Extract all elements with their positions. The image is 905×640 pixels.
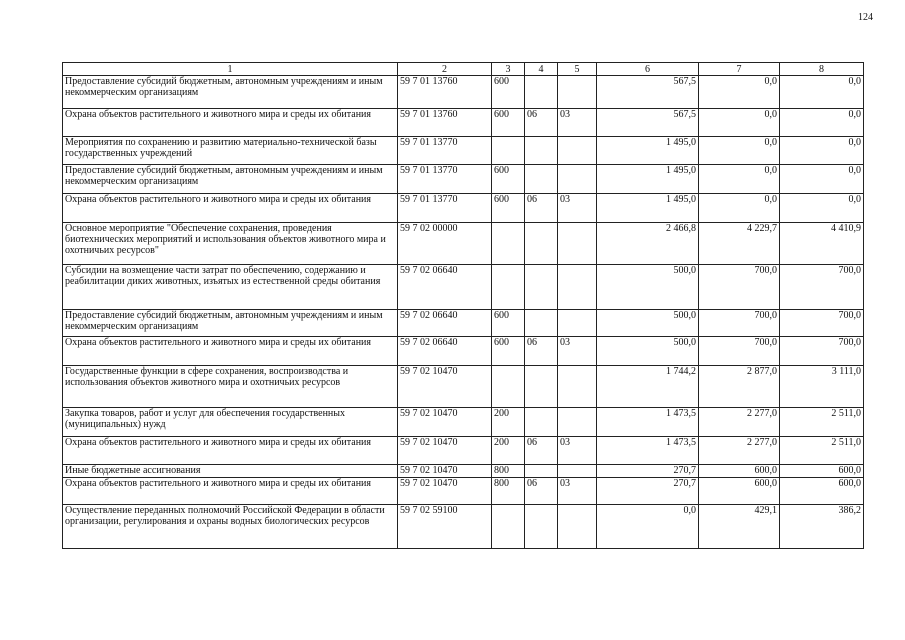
table-row [63, 223, 864, 265]
section: 06 [525, 437, 558, 465]
row-name: Охрана объектов растительного и животного мира и среды их обитания [63, 437, 398, 465]
value-col-8: 3 111,0 [780, 366, 864, 408]
row-name: Охрана объектов растительного и животного мира и среды их обитания [63, 478, 398, 505]
section: 06 [525, 337, 558, 366]
target-code: 59 7 02 10470 [398, 408, 492, 437]
section [525, 465, 558, 478]
section [525, 408, 558, 437]
subsection: 03 [558, 109, 597, 137]
value-col-7: 0,0 [699, 76, 780, 109]
value-col-7: 429,1 [699, 505, 780, 549]
table-row [63, 408, 864, 437]
row-name: Иные бюджетные ассигнования [63, 465, 398, 478]
expense-type: 200 [492, 408, 525, 437]
value-col-6: 1 744,2 [597, 366, 699, 408]
value-col-6: 2 466,8 [597, 223, 699, 265]
expense-type: 800 [492, 465, 525, 478]
table-row [63, 194, 864, 223]
row-name: Предоставление субсидий бюджетным, автономным учреждениям и иным некоммерческим организациям [63, 310, 398, 337]
value-col-7: 2 877,0 [699, 366, 780, 408]
value-col-6: 1 495,0 [597, 165, 699, 194]
section [525, 265, 558, 310]
value-col-8: 0,0 [780, 165, 864, 194]
value-col-7: 0,0 [699, 194, 780, 223]
target-code: 59 7 02 10470 [398, 465, 492, 478]
subsection [558, 408, 597, 437]
value-col-7: 700,0 [699, 265, 780, 310]
row-name: Предоставление субсидий бюджетным, автономным учреждениям и иным некоммерческим организациям [63, 165, 398, 194]
subsection [558, 137, 597, 165]
table-row [63, 465, 864, 478]
subsection [558, 76, 597, 109]
table-row [63, 437, 864, 465]
value-col-6: 567,5 [597, 109, 699, 137]
header-cell: 1 [63, 63, 398, 76]
value-col-8: 4 410,9 [780, 223, 864, 265]
section [525, 137, 558, 165]
expense-type: 600 [492, 109, 525, 137]
section [525, 505, 558, 549]
value-col-7: 0,0 [699, 165, 780, 194]
expense-type [492, 505, 525, 549]
table-row [63, 310, 864, 337]
table-row [63, 137, 864, 165]
subsection: 03 [558, 437, 597, 465]
header-cell: 5 [558, 63, 597, 76]
row-name: Охрана объектов растительного и животного мира и среды их обитания [63, 194, 398, 223]
value-col-6: 567,5 [597, 76, 699, 109]
table-row [63, 505, 864, 549]
target-code: 59 7 02 10470 [398, 366, 492, 408]
header-cell: 2 [398, 63, 492, 76]
value-col-6: 270,7 [597, 465, 699, 478]
row-name: Охрана объектов растительного и животного мира и среды их обитания [63, 337, 398, 366]
budget-table [62, 62, 864, 549]
expense-type [492, 366, 525, 408]
header-cell: 3 [492, 63, 525, 76]
table-row [63, 337, 864, 366]
target-code: 59 7 02 06640 [398, 337, 492, 366]
row-name: Основное мероприятие "Обеспечение сохранения, проведения биотехнических мероприятий и использования объектов животного мира и охотничьих ресурсов" [63, 223, 398, 265]
value-col-7: 2 277,0 [699, 408, 780, 437]
target-code: 59 7 01 13770 [398, 165, 492, 194]
value-col-8: 600,0 [780, 478, 864, 505]
table-row [63, 165, 864, 194]
value-col-7: 0,0 [699, 137, 780, 165]
value-col-8: 700,0 [780, 265, 864, 310]
target-code: 59 7 02 10470 [398, 437, 492, 465]
expense-type: 600 [492, 194, 525, 223]
value-col-8: 2 511,0 [780, 408, 864, 437]
expense-type: 200 [492, 437, 525, 465]
target-code: 59 7 02 06640 [398, 265, 492, 310]
value-col-6: 1 473,5 [597, 408, 699, 437]
value-col-7: 600,0 [699, 478, 780, 505]
target-code: 59 7 02 10470 [398, 478, 492, 505]
value-col-6: 500,0 [597, 310, 699, 337]
row-name: Закупка товаров, работ и услуг для обеспечения государственных (муниципальных) нужд [63, 408, 398, 437]
subsection [558, 165, 597, 194]
target-code: 59 7 01 13760 [398, 109, 492, 137]
value-col-8: 386,2 [780, 505, 864, 549]
section [525, 310, 558, 337]
value-col-6: 1 495,0 [597, 194, 699, 223]
row-name: Мероприятия по сохранению и развитию материально-технической базы государственных учреждений [63, 137, 398, 165]
expense-type [492, 265, 525, 310]
subsection [558, 366, 597, 408]
row-name: Охрана объектов растительного и животного мира и среды их обитания [63, 109, 398, 137]
target-code: 59 7 01 13760 [398, 76, 492, 109]
subsection [558, 310, 597, 337]
value-col-7: 2 277,0 [699, 437, 780, 465]
value-col-6: 500,0 [597, 265, 699, 310]
subsection: 03 [558, 337, 597, 366]
value-col-6: 1 473,5 [597, 437, 699, 465]
table-row [63, 366, 864, 408]
expense-type: 800 [492, 478, 525, 505]
page-number: 124 [858, 12, 873, 23]
row-name: Субсидии на возмещение части затрат по обеспечению, содержанию и реабилитации диких животных, изъятых из естественной среды обитания [63, 265, 398, 310]
header-cell: 6 [597, 63, 699, 76]
value-col-8: 0,0 [780, 194, 864, 223]
header-cell: 4 [525, 63, 558, 76]
value-col-6: 270,7 [597, 478, 699, 505]
value-col-7: 600,0 [699, 465, 780, 478]
section: 06 [525, 109, 558, 137]
value-col-8: 700,0 [780, 310, 864, 337]
section: 06 [525, 478, 558, 505]
value-col-8: 0,0 [780, 137, 864, 165]
value-col-6: 1 495,0 [597, 137, 699, 165]
target-code: 59 7 02 59100 [398, 505, 492, 549]
value-col-7: 700,0 [699, 310, 780, 337]
header-cell: 7 [699, 63, 780, 76]
expense-type: 600 [492, 310, 525, 337]
subsection: 03 [558, 478, 597, 505]
subsection: 03 [558, 194, 597, 223]
value-col-6: 0,0 [597, 505, 699, 549]
target-code: 59 7 02 00000 [398, 223, 492, 265]
target-code: 59 7 01 13770 [398, 194, 492, 223]
section: 06 [525, 194, 558, 223]
header-row [63, 63, 864, 76]
subsection [558, 465, 597, 478]
value-col-6: 500,0 [597, 337, 699, 366]
table-row [63, 265, 864, 310]
expense-type [492, 223, 525, 265]
expense-type [492, 137, 525, 165]
target-code: 59 7 02 06640 [398, 310, 492, 337]
header-cell: 8 [780, 63, 864, 76]
section [525, 76, 558, 109]
expense-type: 600 [492, 76, 525, 109]
value-col-8: 0,0 [780, 109, 864, 137]
section [525, 165, 558, 194]
value-col-8: 0,0 [780, 76, 864, 109]
value-col-8: 600,0 [780, 465, 864, 478]
value-col-8: 700,0 [780, 337, 864, 366]
table-row [63, 478, 864, 505]
subsection [558, 265, 597, 310]
table-row [63, 76, 864, 109]
row-name: Государственные функции в сфере сохранения, воспроизводства и использования объектов животного мира и охотничьих ресурсов [63, 366, 398, 408]
row-name: Предоставление субсидий бюджетным, автономным учреждениям и иным некоммерческим организациям [63, 76, 398, 109]
expense-type: 600 [492, 337, 525, 366]
subsection [558, 223, 597, 265]
target-code: 59 7 01 13770 [398, 137, 492, 165]
expense-type: 600 [492, 165, 525, 194]
row-name: Осуществление переданных полномочий Российской Федерации в области организации, регулирования и охраны водных биологических ресурсов [63, 505, 398, 549]
value-col-7: 700,0 [699, 337, 780, 366]
value-col-8: 2 511,0 [780, 437, 864, 465]
section [525, 223, 558, 265]
subsection [558, 505, 597, 549]
value-col-7: 4 229,7 [699, 223, 780, 265]
section [525, 366, 558, 408]
value-col-7: 0,0 [699, 109, 780, 137]
table-row [63, 109, 864, 137]
